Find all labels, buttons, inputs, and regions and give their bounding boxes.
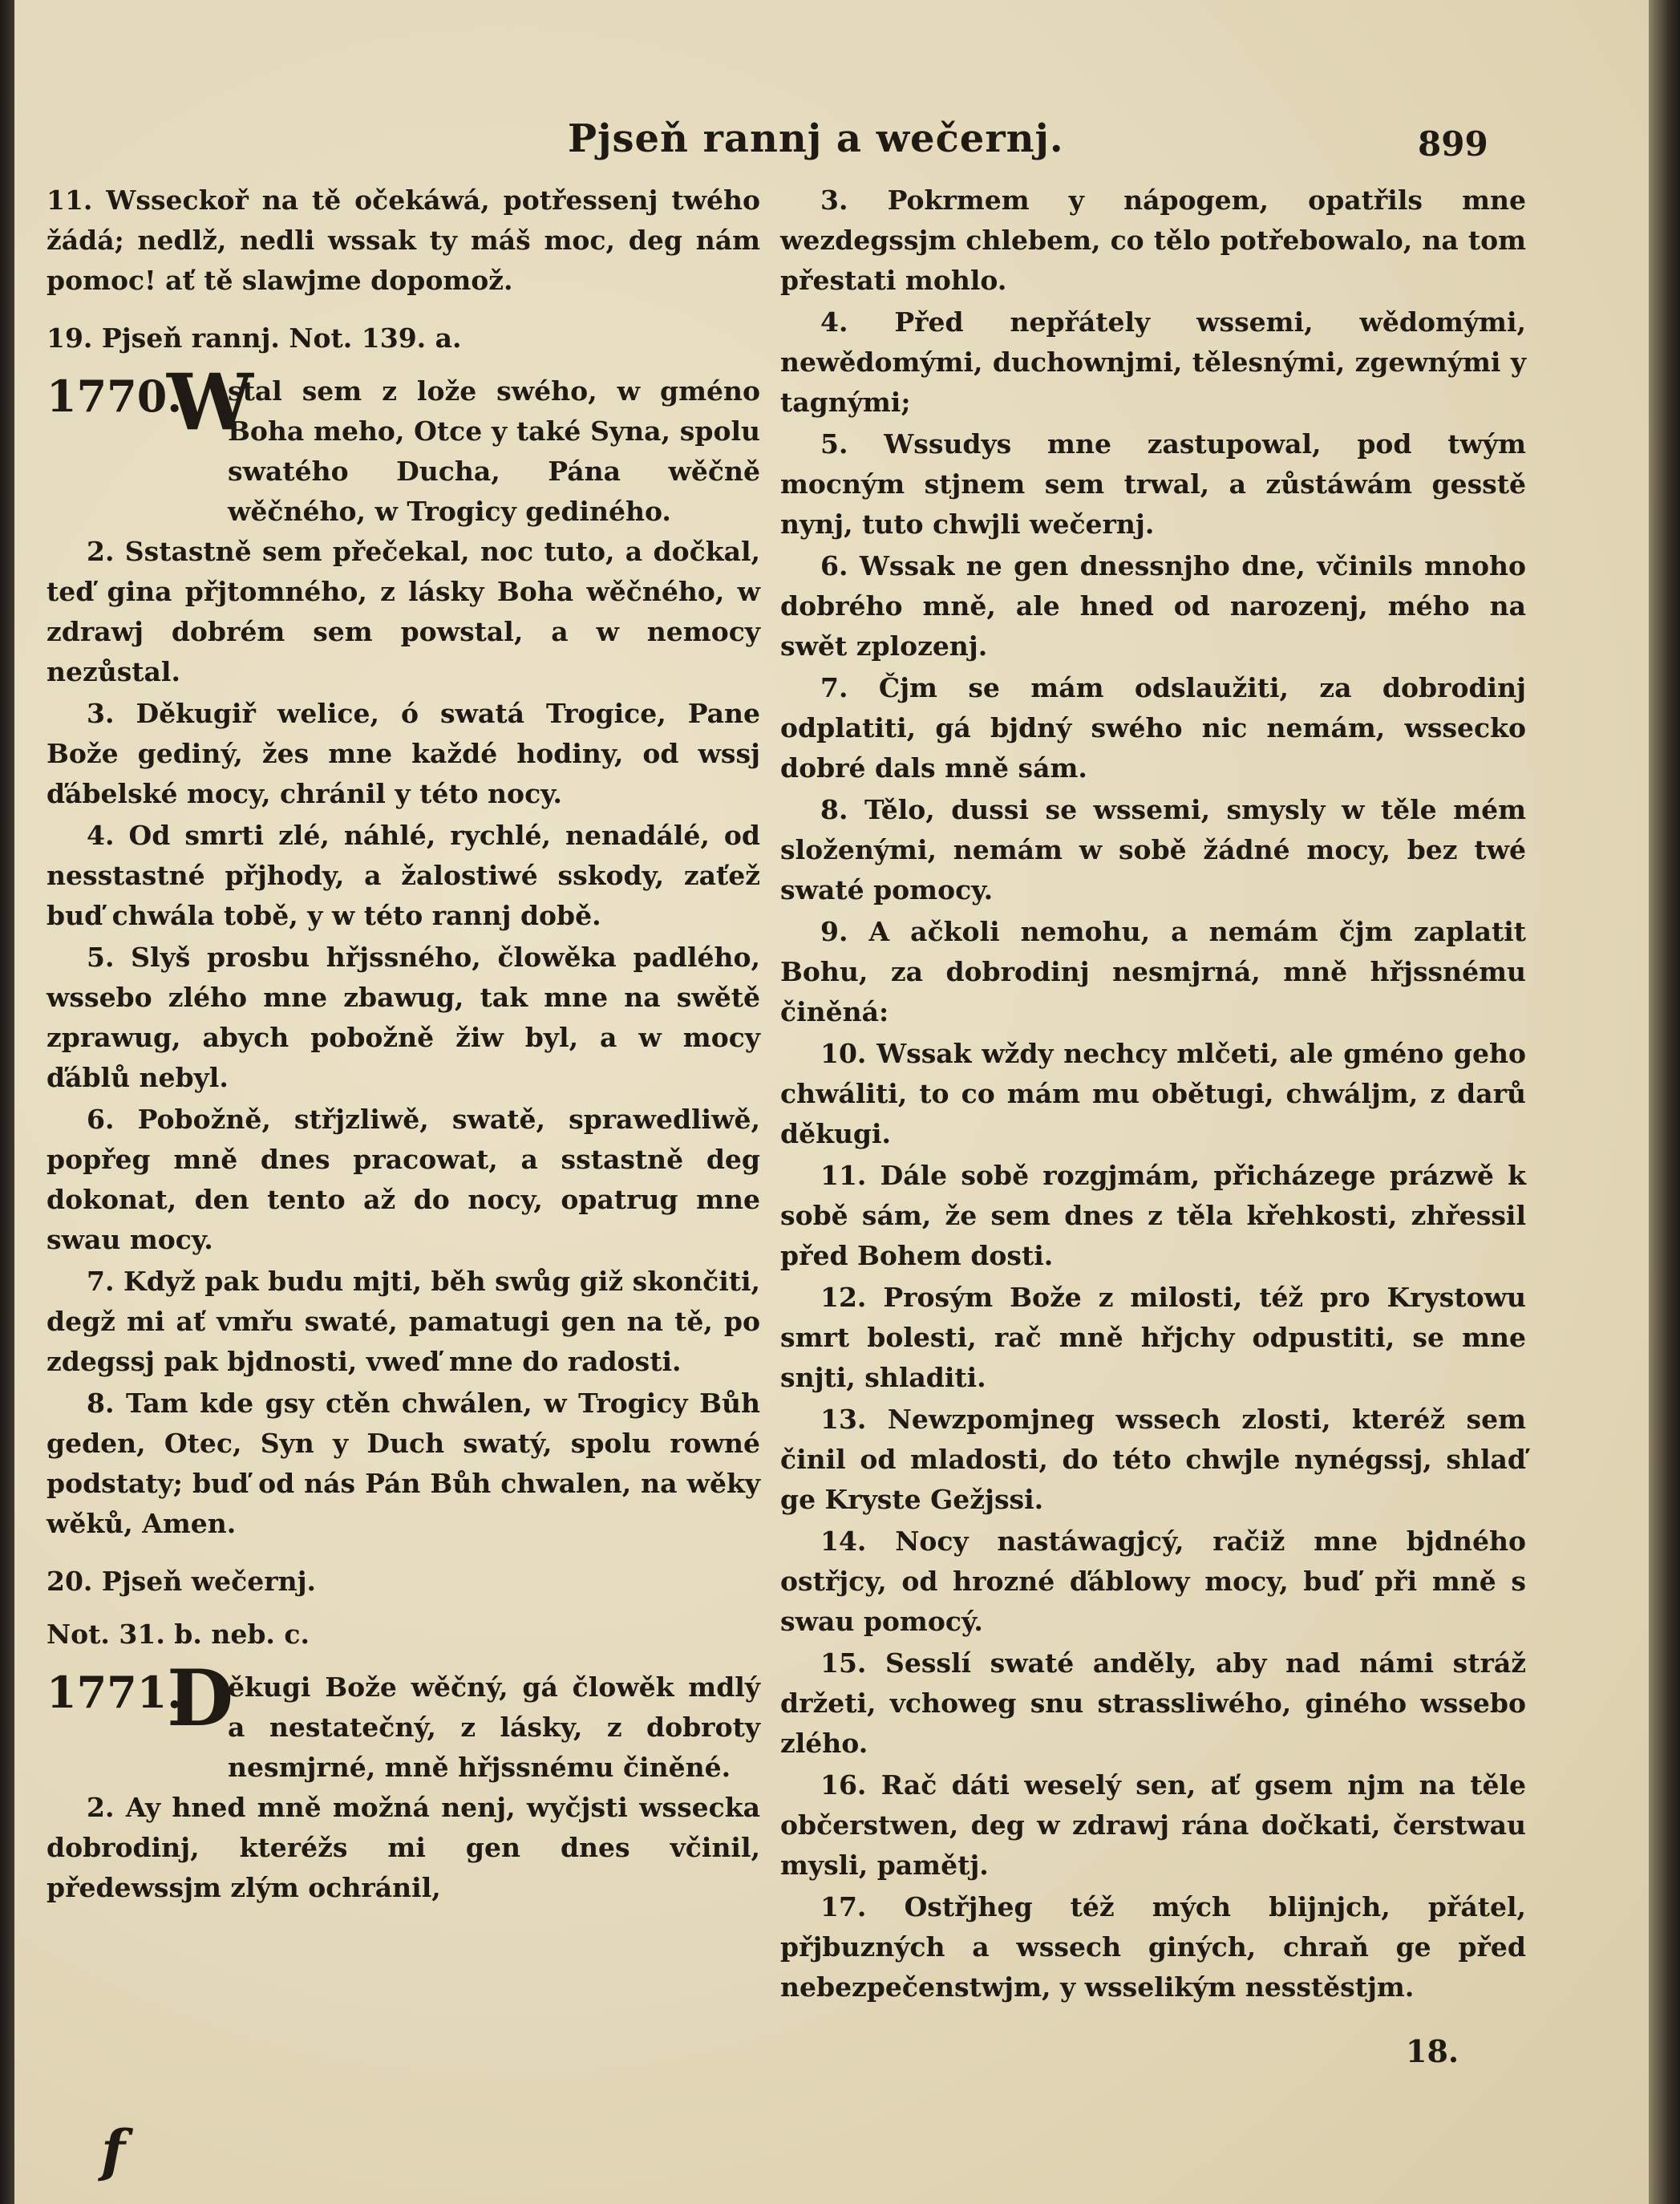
- stanza-11: 11. Dále sobě rozgjmám, přicházege prázwě k sobě sám, že sem dnes z těla křehkosti, zhřessil před Bohem dosti.: [780, 1160, 1526, 1271]
- dropcap: D: [167, 1653, 234, 1744]
- stanza-7: 7. Čjm se mám odslaužiti, za dobrodinj odplatiti, gá bjdný swého nic nemám, wssecko dobré dals mně sám.: [780, 672, 1526, 784]
- stanza-3: 3. Pokrmem y nápogem, opatřils mne wezdegssjm chlebem, co tělo potřebowalo, na tom přestati mohlo.: [780, 184, 1526, 296]
- hymn-1770-start: [47, 357, 760, 532]
- catchword: 18.: [1406, 2033, 1459, 2069]
- song-20-heading: 20. Pjseň wečernj.: [47, 1566, 317, 1597]
- page-number: 899: [1418, 124, 1488, 164]
- stanza-12: 12. Prosým Bože z milosti, též pro Krystowu smrt bolesti, rač mně hřjchy odpustiti, se mne snjti, shladiti.: [780, 1282, 1526, 1393]
- right-column: [780, 180, 1526, 2008]
- stanza-4: 4. Od smrti zlé, náhlé, rychlé, nenadálé, od nesstastné přjhody, a žalostiwé sskody, zaťež buď chwála tobě, y w této rannj době.: [47, 820, 760, 931]
- stanza-8: 8. Tělo, dussi se wssemi, smysly w těle mém složenými, nemám w sobě žádné mocy, bez twé swaté pomocy.: [780, 794, 1526, 906]
- stanza-6: 6. Wssak ne gen dnessnjho dne, včinils mnoho dobrého mně, ale hned od narozenj, mého na swět zplozenj.: [780, 550, 1526, 662]
- stanza-16: 16. Rač dáti weselý sen, ať gsem njm na těle občerstwen, deg w zdrawj rána dočkati, čerstwau mysli, pamětj.: [780, 1769, 1526, 1881]
- stanza-14: 14. Nocy nastáwagjcý, račiž mne bjdného ostřjcy, od hrozné ďáblowy mocy, buď při mně s swau pomocý.: [780, 1525, 1526, 1637]
- stanza-10: 10. Wssak wždy nechcy mlčeti, ale gméno geho chwáliti, to co mám mu obětugi, chwáljm, z darů děkugi.: [780, 1038, 1526, 1149]
- page-edge: [1649, 0, 1680, 2204]
- stanza-8: 8. Tam kde gsy ctěn chwálen, w Trogicy Bůh geden, Otec, Syn y Duch swatý, spolu rowné podstaty; buď od nás Pán Bůh chwalen, na wěky wěků, Amen.: [47, 1388, 760, 1539]
- stanza-15: 15. Sesslí swaté anděly, aby nad námi stráž držeti, vchoweg snu strassliwého, giného wssebo zlého.: [780, 1647, 1526, 1759]
- stanza-2: 2. Sstastně sem přečekal, noc tuto, a dočkal, teď gina přjtomného, z lásky Boha wěčného, w zdrawj dobrém sem powstal, a w nemocy nezůstal.: [47, 536, 760, 687]
- stanza-13: 13. Newzpomjneg wssech zlosti, kteréž sem činil od mladosti, do této chwjle nynégssj, shlaď ge Kryste Gežjssi.: [780, 1404, 1526, 1515]
- ink-mark: f: [101, 2117, 126, 2184]
- left-column: [47, 180, 760, 1908]
- dropcap: W: [167, 357, 253, 448]
- hymn-number: 1770.: [47, 371, 183, 422]
- stanza-5: 5. Slyš prosbu hřjssného, člowěka padlého, wssebo zlého mne zbawug, tak mne na swětě zprawug, abych pobožně žiw byl, a w mocy ďáblů nebyl.: [47, 942, 760, 1093]
- stanza-3: 3. Děkugiř welice, ó swatá Trogice, Pane Bože gediný, žes mne každé hodiny, od wssj ďábelské mocy, chránil y této nocy.: [47, 698, 760, 809]
- stanza-17: 17. Ostřjheg též mých blijnjch, přátel, přjbuzných a wssech giných, chraň ge před nebezpečenstwjm, y wsselikým nesstěstjm.: [780, 1891, 1526, 2003]
- stanza-11: 11. Wsseckoř na tě očekáwá, potřessenj twého žádá; nedlž, nedli wssak ty máš moc, deg nám pomoc! ať tě slawjme dopomož.: [47, 184, 760, 296]
- running-title: Pjseň rannj a wečernj.: [568, 116, 1064, 161]
- hymn-first-stanza: ěkugi Bože wěčný, gá člowěk mdlý a nestatečný, z lásky, z dobroty nesmjrné, mně hřjssnému činěné.: [228, 1671, 760, 1783]
- stanza-4: 4. Před nepřátely wssemi, wědomými, newědomými, duchownjmi, tělesnými, zgewnými y tagnými;: [780, 306, 1526, 418]
- hymn-first-stanza: stal sem z lože swého, w gméno Boha meho, Otce y také Syna, spolu swatého Ducha, Pána wěčně wěčného, w Trogicy gediného.: [228, 375, 760, 527]
- stanza-2: 2. Ay hned mně možná nenj, wyčjsti wssecka dobrodinj, kteréžs mi gen dnes včinil, předewssjm zlým ochránil,: [47, 1792, 760, 1903]
- stanza-9: 9. A ačkoli nemohu, a nemám čjm zaplatit Bohu, za dobrodinj nesmjrná, mně hřjssnému činěná:: [780, 916, 1526, 1027]
- stanza-6: 6. Pobožně, střjzliwě, swatě, sprawedliwě, popřeg mně dnes pracowat, a sstastně deg dokonat, den tento až do nocy, opatrug mne swau mocy.: [47, 1104, 760, 1255]
- hymn-number: 1771.: [47, 1667, 183, 1718]
- song-20-melody: Not. 31. b. neb. c.: [47, 1619, 310, 1650]
- hymn-1771-start: [47, 1653, 760, 1788]
- stanza-7: 7. Když pak budu mjti, běh swůg giž skončiti, degž mi ať vmřu swaté, pamatugi gen na tě, po zdegssj pak bjdnosti, vweď mne do radosti.: [47, 1266, 760, 1377]
- book-page: [14, 0, 1649, 2204]
- stanza-5: 5. Wssudys mne zastupowal, pod twým mocným stjnem sem trwal, a zůstáwám gesstě nynj, tuto chwjli wečernj.: [780, 428, 1526, 540]
- song-19-heading: 19. Pjseň rannj. Not. 139. a.: [47, 322, 462, 354]
